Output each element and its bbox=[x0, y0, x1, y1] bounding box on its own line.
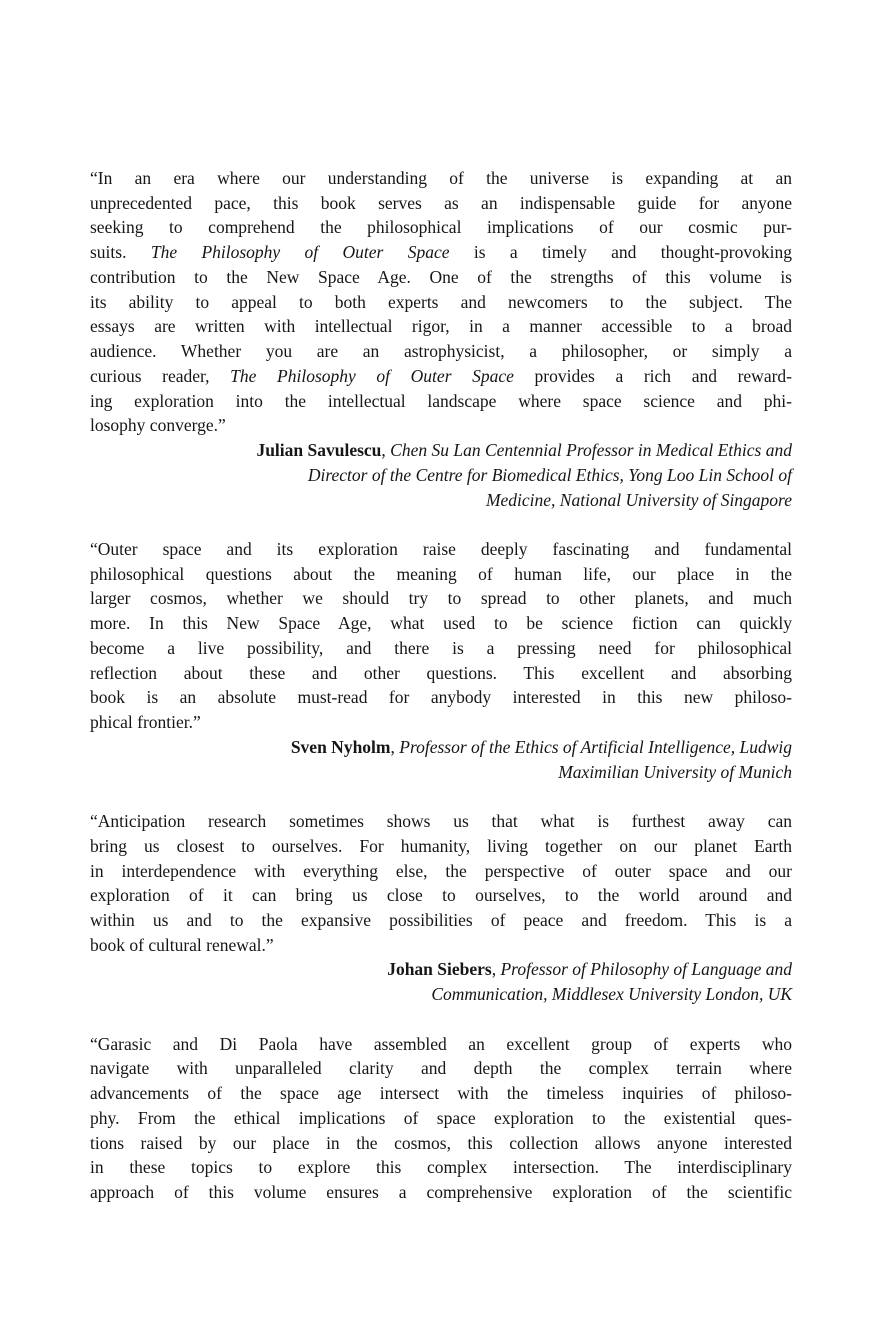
quote-text: within us and to the expansive possibilities of peace and freedom. This is a bbox=[90, 910, 792, 930]
quote-text: advancements of the space age intersect with the timeless inquiries of philoso- bbox=[90, 1083, 792, 1104]
endorser-title: Maximilian University of Munich bbox=[558, 761, 792, 782]
book-title-italic: The Philosophy of Outer Space bbox=[150, 242, 450, 263]
quote-text: in interdependence with everything else, the perspective of outer space and our bbox=[90, 860, 792, 881]
quote-text: ing exploration into the intellectual landscape where space science and phi- bbox=[90, 390, 792, 411]
quote-text: audience. Whether you are an astrophysicist, a philosopher, or simply a bbox=[90, 341, 792, 362]
attribution-line bbox=[90, 760, 792, 785]
quote-text: seeking to comprehend the philosophical implications of our cosmic pur- bbox=[90, 217, 792, 238]
quote-line bbox=[90, 883, 792, 908]
quote-line bbox=[90, 933, 792, 958]
quote-text: provides a rich and reward- bbox=[513, 365, 792, 386]
quote-line bbox=[90, 364, 792, 389]
quote-text: book is an absolute must-read for anybody interested in this new philoso- bbox=[90, 687, 792, 708]
quote-text: navigate with unparalleled clarity and depth the complex terrain where bbox=[90, 1058, 792, 1079]
quote-text: “Garasic and Di Paola have assembled an excellent group of experts who bbox=[90, 1033, 792, 1054]
attribution-text: , bbox=[390, 736, 400, 757]
endorser-title: Communication, Middlesex University London, UK bbox=[431, 984, 792, 1005]
quote-line bbox=[90, 611, 792, 636]
quote-line bbox=[90, 191, 792, 216]
quote-line bbox=[90, 809, 792, 834]
quote-line bbox=[90, 537, 792, 562]
quote-text: curious reader, bbox=[90, 365, 231, 386]
endorser-title: Director of the Centre for Biomedical Ethics, Yong Loo Lin School of bbox=[307, 464, 792, 485]
endorser-name: Sven Nyholm bbox=[290, 736, 391, 757]
attribution-line bbox=[90, 735, 792, 760]
attribution-line bbox=[90, 463, 792, 488]
quote-line bbox=[90, 339, 792, 364]
endorser-title: Professor of the Ethics of Artificial Intelligence, Ludwig bbox=[399, 736, 792, 757]
attribution-text: , bbox=[381, 440, 391, 461]
attribution-line bbox=[90, 982, 792, 1007]
quote-line bbox=[90, 1056, 792, 1081]
quote-line bbox=[90, 1081, 792, 1106]
quote-text: exploration of it can bring us close to ourselves, to the world around and bbox=[90, 885, 792, 906]
quote-block bbox=[90, 809, 792, 1007]
quote-block bbox=[90, 537, 792, 784]
quote-line bbox=[90, 413, 792, 438]
quote-line bbox=[90, 586, 792, 611]
quote-line bbox=[90, 1180, 792, 1205]
quote-line bbox=[90, 1131, 792, 1156]
quote-line bbox=[90, 562, 792, 587]
quote-text: more. In this New Space Age, what used to be science fiction can quickly bbox=[90, 613, 792, 634]
attribution-line bbox=[90, 957, 792, 982]
quote-block bbox=[90, 1032, 792, 1205]
quote-text: suits. bbox=[90, 242, 151, 263]
quote-text: tions raised by our place in the cosmos, this collection allows anyone interested bbox=[90, 1132, 792, 1153]
endorser-name: Johan Siebers bbox=[387, 959, 492, 980]
quote-text: larger cosmos, whether we should try to spread to other planets, and much bbox=[90, 588, 792, 609]
quote-line bbox=[90, 290, 792, 315]
endorser-title: Medicine, National University of Singapore bbox=[485, 489, 792, 510]
quote-text: bring us closest to ourselves. For humanity, living together on our planet Earth bbox=[90, 835, 792, 856]
quote-text: philosophical questions about the meaning of human life, our place in the bbox=[90, 563, 792, 584]
quote-line bbox=[90, 859, 792, 884]
quote-line bbox=[90, 636, 792, 661]
quote-text: contribution to the New Space Age. One of the strengths of this volume is bbox=[90, 266, 792, 287]
quote-line bbox=[90, 1155, 792, 1180]
quote-text: phical frontier.” bbox=[90, 712, 201, 733]
quote-text: reflection about these and other questions. This excellent and absorbing bbox=[90, 662, 792, 683]
quote-line bbox=[90, 314, 792, 339]
quote-line bbox=[90, 1032, 792, 1057]
quote-line bbox=[90, 166, 792, 191]
quote-text: essays are written with intellectual rigor, in a manner accessible to a broad bbox=[90, 316, 792, 337]
quote-text: phy. From the ethical implications of space exploration to the existential ques- bbox=[90, 1107, 792, 1128]
endorser-title: Professor of Philosophy of Language and bbox=[500, 959, 792, 980]
quote-text: book of cultural renewal.” bbox=[90, 934, 274, 955]
quote-line bbox=[90, 389, 792, 414]
quote-line bbox=[90, 1106, 792, 1131]
attribution-text: , bbox=[491, 959, 501, 980]
quote-text: “In an era where our understanding of the universe is expanding at an bbox=[90, 168, 792, 188]
attribution-line bbox=[90, 488, 792, 513]
book-title-italic: The Philosophy of Outer Space bbox=[230, 365, 514, 386]
quote-text: “Outer space and its exploration raise deeply fascinating and fundamental bbox=[90, 539, 792, 559]
quote-line bbox=[90, 265, 792, 290]
quote-line bbox=[90, 215, 792, 240]
quote-line bbox=[90, 661, 792, 686]
quote-text: become a live possibility, and there is a pressing need for philosophical bbox=[90, 637, 792, 658]
quote-text: losophy converge.” bbox=[90, 415, 226, 436]
quote-text: is a timely and thought-provoking bbox=[449, 242, 792, 263]
attribution-line bbox=[90, 438, 792, 463]
quote-line bbox=[90, 834, 792, 859]
quote-text: unprecedented pace, this book serves as an indispensable guide for anyone bbox=[90, 192, 792, 213]
quote-line bbox=[90, 908, 792, 933]
quote-text: approach of this volume ensures a comprehensive exploration of the scientific bbox=[90, 1182, 792, 1203]
quote-block bbox=[90, 166, 792, 512]
quote-text: in these topics to explore this complex intersection. The interdisciplinary bbox=[90, 1157, 792, 1178]
endorser-title: Chen Su Lan Centennial Professor in Medical Ethics and bbox=[390, 440, 792, 461]
quote-line bbox=[90, 685, 792, 710]
quote-text: “Anticipation research sometimes shows us that what is furthest away can bbox=[90, 811, 792, 832]
quote-line bbox=[90, 710, 792, 735]
endorser-name: Julian Savulescu bbox=[256, 440, 382, 461]
quotes-list bbox=[90, 166, 792, 1205]
quote-text: its ability to appeal to both experts and newcomers to the subject. The bbox=[90, 291, 792, 312]
quote-line bbox=[90, 240, 792, 265]
